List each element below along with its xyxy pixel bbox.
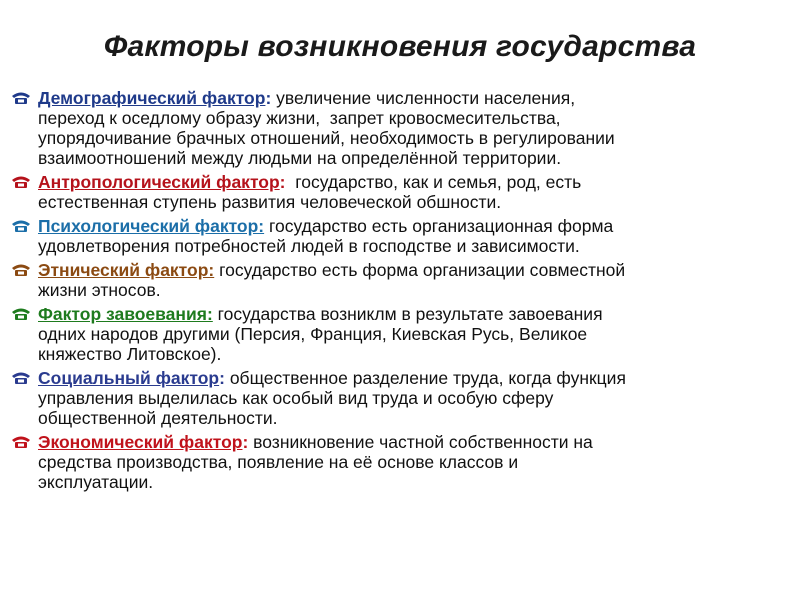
factor-description-line: общественной деятельности.: [38, 408, 278, 428]
factor-item: [10, 260, 790, 300]
phone-bullet-icon: [10, 304, 34, 324]
factor-description-line: взаимоотношений между людьми на определённой территории.: [38, 148, 562, 168]
factor-description-line: увеличение численности населения,: [271, 88, 576, 108]
factor-term: Этнический фактор:: [38, 260, 215, 280]
factor-item: [10, 172, 790, 212]
factor-description-line: удовлетворения потребностей людей в господстве и зависимости.: [38, 236, 580, 256]
factor-description-line: переход к оседлому образу жизни, запрет кровосмесительства,: [38, 108, 561, 128]
factor-description-line: княжество Литовское).: [38, 344, 222, 364]
factor-term: Демографический фактор: [38, 88, 266, 108]
factor-separator: :: [265, 88, 272, 108]
slide-title: Факторы возникновения государства: [103, 30, 697, 63]
factor-description-line: естественная ступень развития человеческой обшности.: [38, 192, 502, 212]
factor-separator: :: [279, 172, 286, 192]
factor-separator: :: [219, 368, 225, 388]
factor-description-line: государства возниклм в результате завоевания: [212, 304, 603, 324]
factor-description-line: одних народов другими (Персия, Франция, Киевская Русь, Великое: [38, 324, 588, 344]
phone-bullet-icon: [10, 172, 34, 192]
phone-bullet-icon: [10, 216, 34, 236]
factor-term: Антропологический фактор: [38, 172, 280, 192]
factor-list: [10, 88, 790, 492]
factor-description-line: средства производства, появление на её основе классов и: [38, 452, 519, 472]
factor-item: [10, 88, 790, 168]
factor-description-line: упорядочивание брачных отношений, необходимость в регулировании: [38, 128, 615, 148]
factor-description-line: государство, как и семья, род, есть: [285, 172, 582, 192]
factor-description-line: возникновение частной собственности на: [248, 432, 593, 452]
phone-bullet-icon: [10, 432, 34, 452]
factor-term: Фактор завоевания:: [38, 304, 213, 324]
factor-description-line: государство есть форма организации совместной: [214, 260, 626, 280]
factor-item: [10, 216, 790, 256]
factor-description-line: управления выделилась как особый вид труда и особую сферу: [38, 388, 554, 408]
factor-separator: :: [242, 432, 249, 452]
factor-description-line: жизни этносов.: [38, 280, 161, 300]
factor-item: [10, 432, 790, 492]
factor-item: [10, 368, 790, 428]
factor-term: Экономический фактор: [38, 432, 243, 452]
factor-description-line: эксплуатации.: [38, 472, 154, 492]
factor-term: Социальный фактор: [38, 368, 220, 388]
phone-bullet-icon: [10, 88, 34, 108]
phone-bullet-icon: [10, 368, 34, 388]
factor-description-line: государство есть организационная форма: [264, 216, 614, 236]
factor-description-line: общественное разделение труда, когда функция: [224, 368, 626, 388]
factor-term: Психологический фактор:: [38, 216, 265, 236]
factor-item: [10, 304, 790, 364]
phone-bullet-icon: [10, 260, 34, 280]
